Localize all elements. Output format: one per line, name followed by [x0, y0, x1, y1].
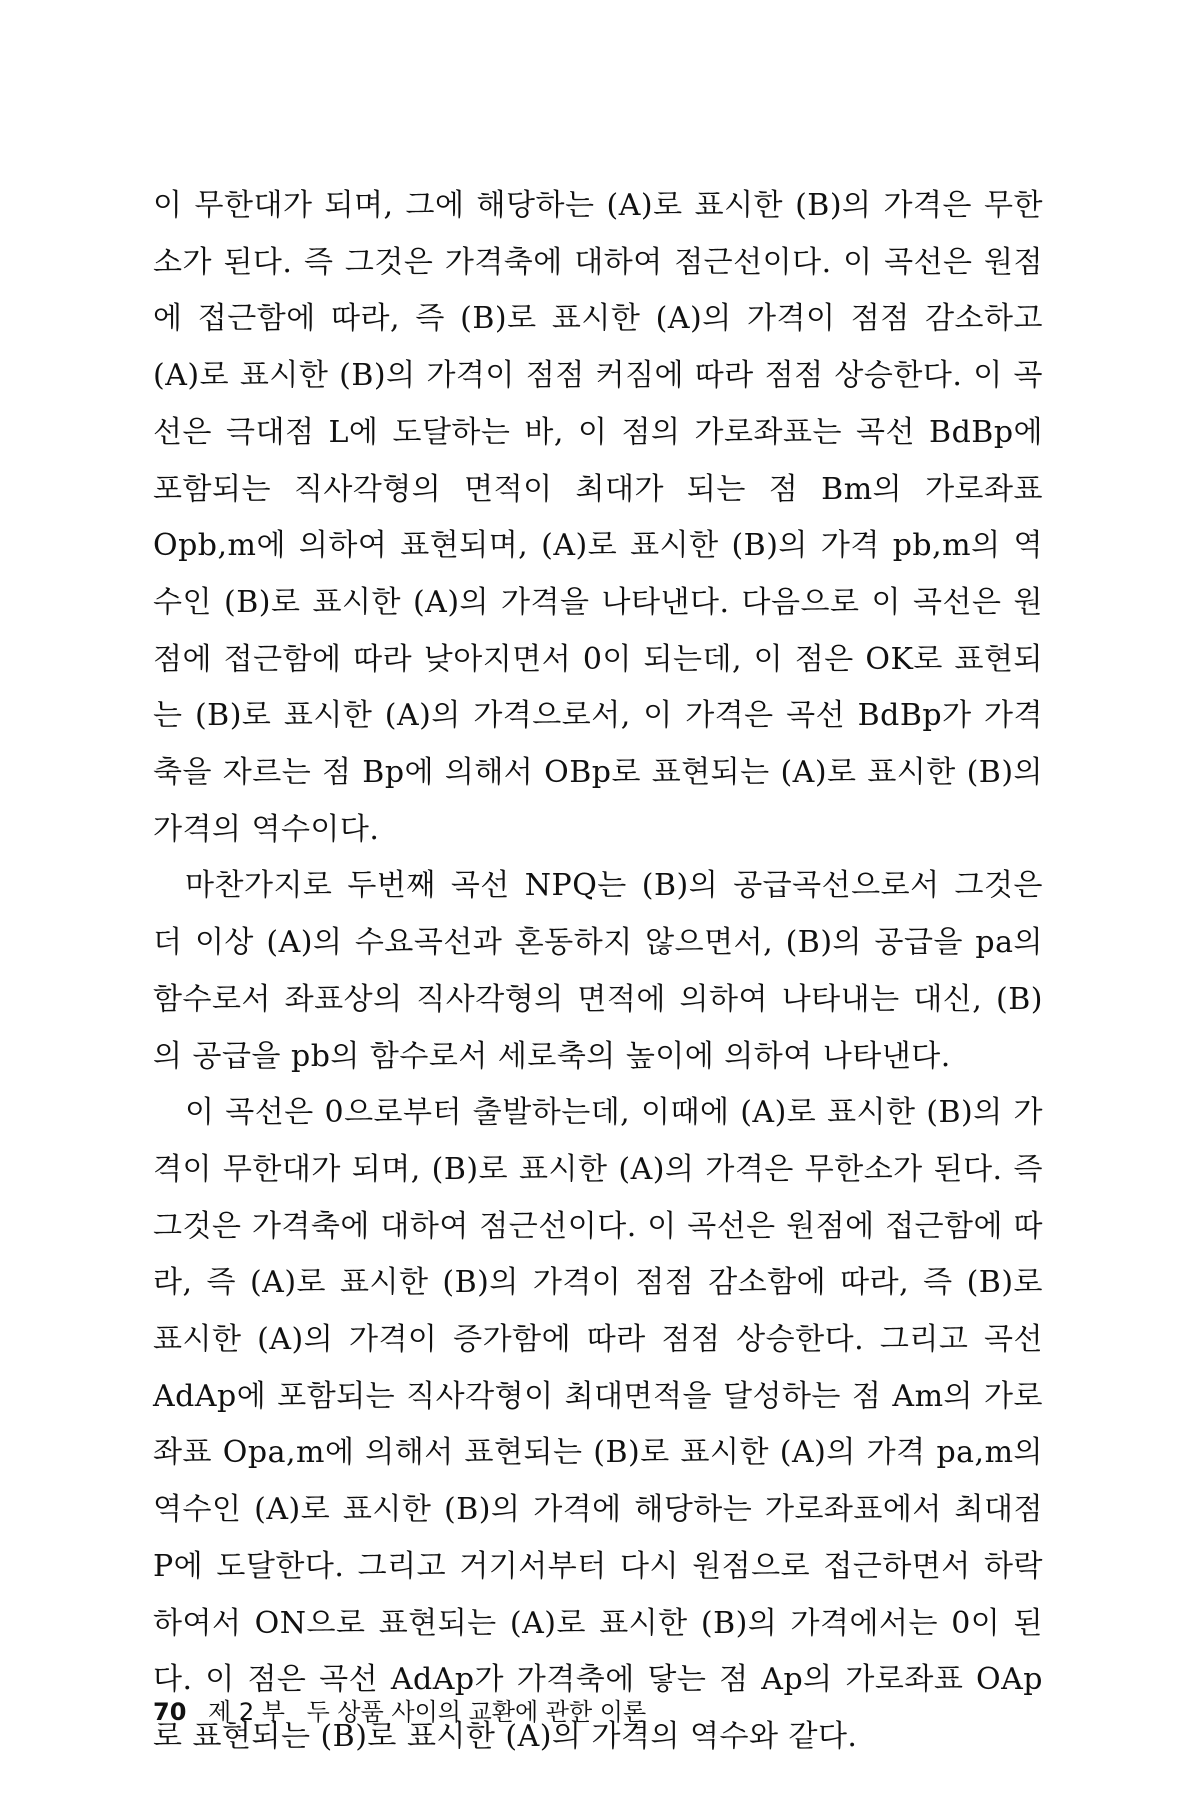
paragraph: 이 무한대가 되며, 그에 해당하는 (A)로 표시한 (B)의 가격은 무한소가 된다. 즉 그것은 가격축에 대하여 점근선이다. 이 곡선은 원점에 접근함에 따라, 즉 (B)로 표시한 (A)의 가격이 점점 감소하고 (A)로 표시한 (B)의 가격이 점점 커짐에 따라 점점 상승한다. 이 곡선은 극대점 L에 도달하는 바, 이 점의 가로좌표는 곡선 BdBp에 포함되는 직사각형의 면적이 최대가 되는 점 Bm의 가로좌표 Opb,m에 의하여 표현되며, (A)로 표시한 (B)의 가격 pb,m의 역수인 (B)로 표시한 (A)의 가격을 나타낸다. 다음으로 이 곡선은 원점에 접근함에 따라 낮아지면서 0이 되는데, 이 점은 OK로 표현되는 (B)로 표시한 (A)의 가격으로서, 이 가격은 곡선 BdBp가 가격축을 자르는 점 Bp에 의해서 OBp로 표현되는 (A)로 표시한 (B)의 가격의 역수이다.: [153, 188, 1043, 847]
page-footer: [153, 1692, 646, 1727]
page-number: 70: [153, 1698, 187, 1726]
paragraph: 마찬가지로 두번째 곡선 NPQ는 (B)의 공급곡선으로서 그것은 더 이상 (A)의 수요곡선과 혼동하지 않으면서, (B)의 공급을 pa의 함수로서 좌표상의 직사각형의 면적에 의하여 나타내는 대신, (B)의 공급을 pb의 함수로서 세로축의 높이에 의하여 나타낸다.: [153, 868, 1043, 1074]
part-label: 제 2 부: [208, 1698, 285, 1726]
paragraph: 이 곡선은 0으로부터 출발하는데, 이때에 (A)로 표시한 (B)의 가격이 무한대가 되며, (B)로 표시한 (A)의 가격은 무한소가 된다. 즉 그것은 가격축에 대하여 점근선이다. 이 곡선은 원점에 접근함에 따라, 즉 (A)로 표시한 (B)의 가격이 점점 감소함에 따라, 즉 (B)로 표시한 (A)의 가격이 증가함에 따라 점점 상승한다. 그리고 곡선 AdAp에 포함되는 직사각형이 최대면적을 달성하는 점 Am의 가로좌표 Opa,m에 의해서 표현되는 (B)로 표시한 (A)의 가격 pa,m의 역수인 (A)로 표시한 (B)의 가격에 해당하는 가로좌표에서 최대점 P에 도달한다. 그리고 거기서부터 다시 원점으로 접근하면서 하락하여서 ON으로 표현되는 (A)로 표시한 (B)의 가격에서는 0이 된다. 이 점은 곡선 AdAp가 가격축에 닿는 점 Ap의 가로좌표 OAp로 표현되는 (B)로 표시한 (A)의 가격의 역수와 같다.: [153, 1095, 1043, 1754]
body-text: [153, 178, 1043, 1766]
running-title: 두 상품 사이의 교환에 관한 이론: [306, 1698, 647, 1726]
